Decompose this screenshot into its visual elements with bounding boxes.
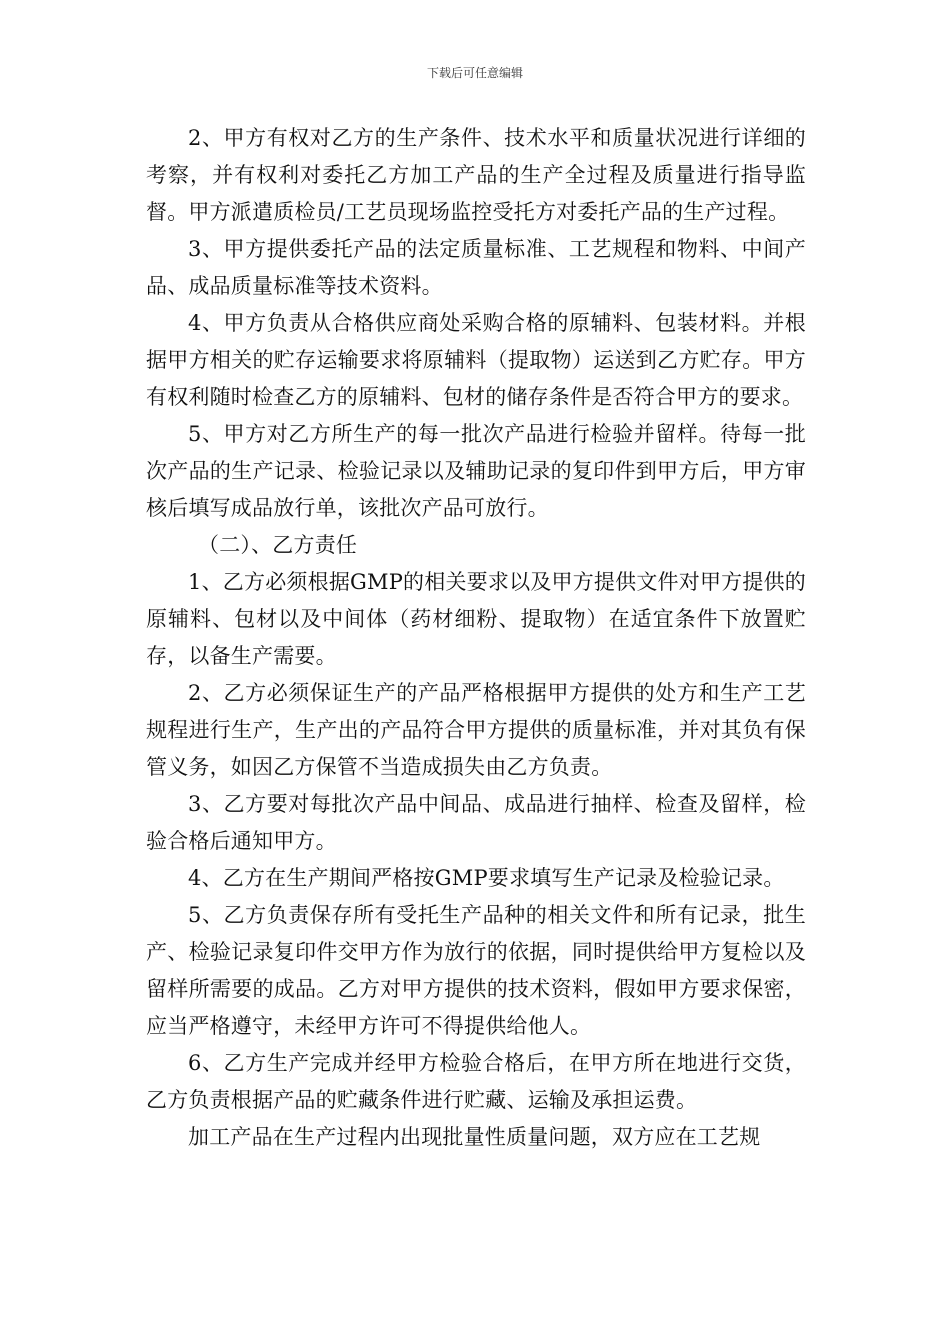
paragraph-party-b-item-5: 5、乙方负责保存所有受托生产品种的相关文件和所有记录，批生产、检验记录复印件交甲方作为放行的依据，同时提供给甲方复检以及留样所需要的成品。乙方对甲方提供的技术资料，假如甲方要求保密，应当严格遵守，未经甲方许可不得提供给他人。: [146, 903, 806, 1038]
paragraph-party-b-item-3: 3、乙方要对每批次产品中间品、成品进行抽样、检查及留样，检验合格后通知甲方。: [146, 792, 806, 853]
paragraph-party-a-item-5: 5、甲方对乙方所生产的每一批次产品进行检验并留样。待每一批次产品的生产记录、检验记录以及辅助记录的复印件到甲方后，甲方审核后填写成品放行单，该批次产品可放行。: [146, 422, 806, 520]
page-header: 下载后可任意编辑: [426, 66, 523, 80]
paragraph-quality-issue: 加工产品在生产过程内出现批量性质量问题，双方应在工艺规: [188, 1125, 761, 1149]
document-body: [146, 120, 806, 1156]
paragraph-party-a-item-3: 3、甲方提供委托产品的法定质量标准、工艺规程和物料、中间产品、成品质量标准等技术资料。: [146, 237, 806, 298]
paragraph-party-b-item-4: 4、乙方在生产期间严格按GMP要求填写生产记录及检验记录。: [188, 866, 785, 890]
paragraph-party-a-item-2: 2、甲方有权对乙方的生产条件、技术水平和质量状况进行详细的考察，并有权利对委托乙方加工产品的生产全过程及质量进行指导监督。甲方派遣质检员/工艺员现场监控受托方对委托产品的生产过程。: [146, 126, 806, 224]
section-heading-party-b: （二）、乙方责任: [198, 533, 358, 557]
paragraph-party-a-item-4: 4、甲方负责从合格供应商处采购合格的原辅料、包装材料。并根据甲方相关的贮存运输要求将原辅料（提取物）运送到乙方贮存。甲方有权利随时检查乙方的原辅料、包材的储存条件是否符合甲方的要求。: [146, 311, 806, 409]
paragraph-party-b-item-1: 1、乙方必须根据GMP的相关要求以及甲方提供文件对甲方提供的原辅料、包材以及中间体（药材细粉、提取物）在适宜条件下放置贮存，以备生产需要。: [146, 570, 806, 668]
paragraph-party-b-item-6: 6、乙方生产完成并经甲方检验合格后，在甲方所在地进行交货，乙方负责根据产品的贮藏条件进行贮藏、运输及承担运费。: [146, 1051, 806, 1112]
paragraph-party-b-item-2: 2、乙方必须保证生产的产品严格根据甲方提供的处方和生产工艺规程进行生产，生产出的产品符合甲方提供的质量标准，并对其负有保管义务，如因乙方保管不当造成损失由乙方负责。: [146, 681, 806, 779]
